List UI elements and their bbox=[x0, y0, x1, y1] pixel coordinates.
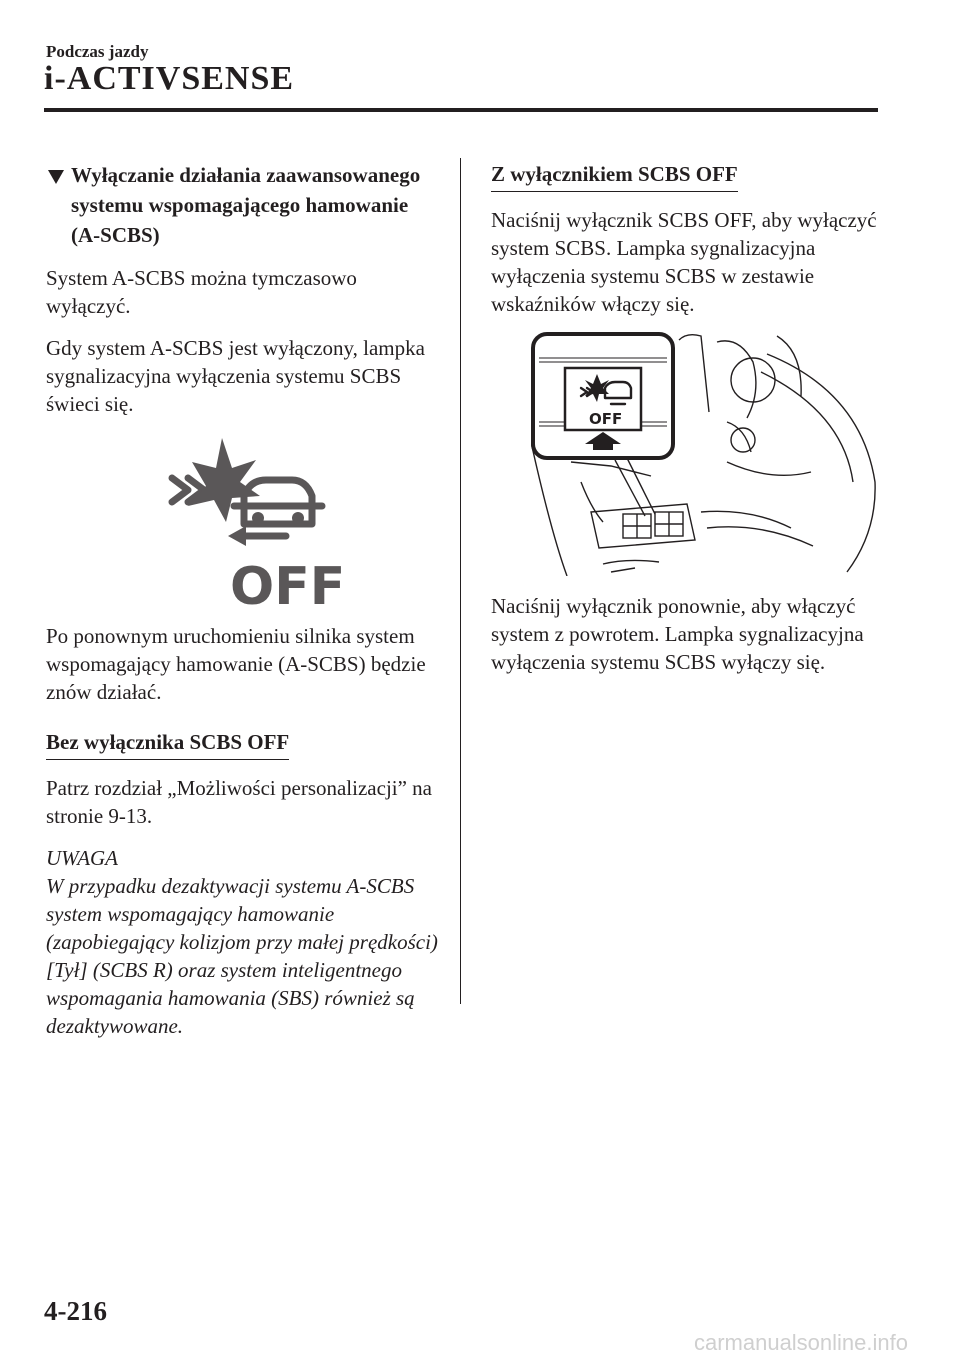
header-title: i-ACTIVSENSE bbox=[44, 60, 295, 97]
dashboard-switch-illustration bbox=[531, 332, 881, 576]
note-body: W przypadku dezaktywacji systemu A-SCBS system wspomagający hamowanie (zapobiegający kolizjom przy małej prędkości) [Tył] (SCBS R) oraz system inteligentnego wspomagania hamowania (SBS) również są dezaktywowane. bbox=[46, 874, 438, 1038]
switch-off-label: OFF bbox=[589, 410, 623, 428]
section-heading bbox=[46, 160, 438, 250]
header-section-label: Podczas jazdy bbox=[46, 42, 149, 61]
scbs-off-indicator-icon bbox=[166, 438, 366, 608]
watermark: carmanualsonline.info bbox=[693, 1330, 908, 1355]
note-title: UWAGA bbox=[46, 846, 119, 870]
subhead-with-switch: Z wyłącznikiem SCBS OFF bbox=[491, 160, 738, 192]
paragraph-indicator: Gdy system A-SCBS jest wyłączony, lampka sygnalizacyjna wyłączenia systemu SCBS świeci się. bbox=[46, 336, 425, 416]
left-column bbox=[46, 160, 438, 1040]
paragraph-disable: System A-SCBS można tymczasowo wyłączyć. bbox=[46, 266, 357, 318]
paragraph-restart: Po ponownym uruchomieniu silnika system wspomagający hamowanie (A-SCBS) będzie znów działać. bbox=[46, 624, 426, 704]
icon-off-label: OFF bbox=[230, 557, 346, 608]
subhead-without-switch: Bez wyłącznika SCBS OFF bbox=[46, 728, 289, 760]
paragraph-press-switch: Naciśnij wyłącznik SCBS OFF, aby wyłączyć system SCBS. Lampka sygnalizacyjna wyłączenia systemu SCBS w zestawie wskaźników włączy się. bbox=[491, 208, 877, 316]
note-block bbox=[46, 844, 438, 1040]
triangle-bullet-icon bbox=[48, 170, 64, 184]
header-rule bbox=[44, 108, 878, 112]
right-column bbox=[491, 160, 883, 690]
paragraph-press-again: Naciśnij wyłącznik ponownie, aby włączyć system z powrotem. Lampka sygnalizacyjna wyłączenia systemu SCBS wyłączy się. bbox=[491, 594, 864, 674]
page-number: 4-216 bbox=[44, 1296, 107, 1326]
column-divider bbox=[460, 158, 461, 1004]
paragraph-personalization-ref: Patrz rozdział „Możliwości personalizacji” na stronie 9-13. bbox=[46, 776, 432, 828]
section-heading-text: Wyłączanie działania zaawansowanego systemu wspomagającego hamowanie (A-SCBS) bbox=[71, 163, 421, 247]
